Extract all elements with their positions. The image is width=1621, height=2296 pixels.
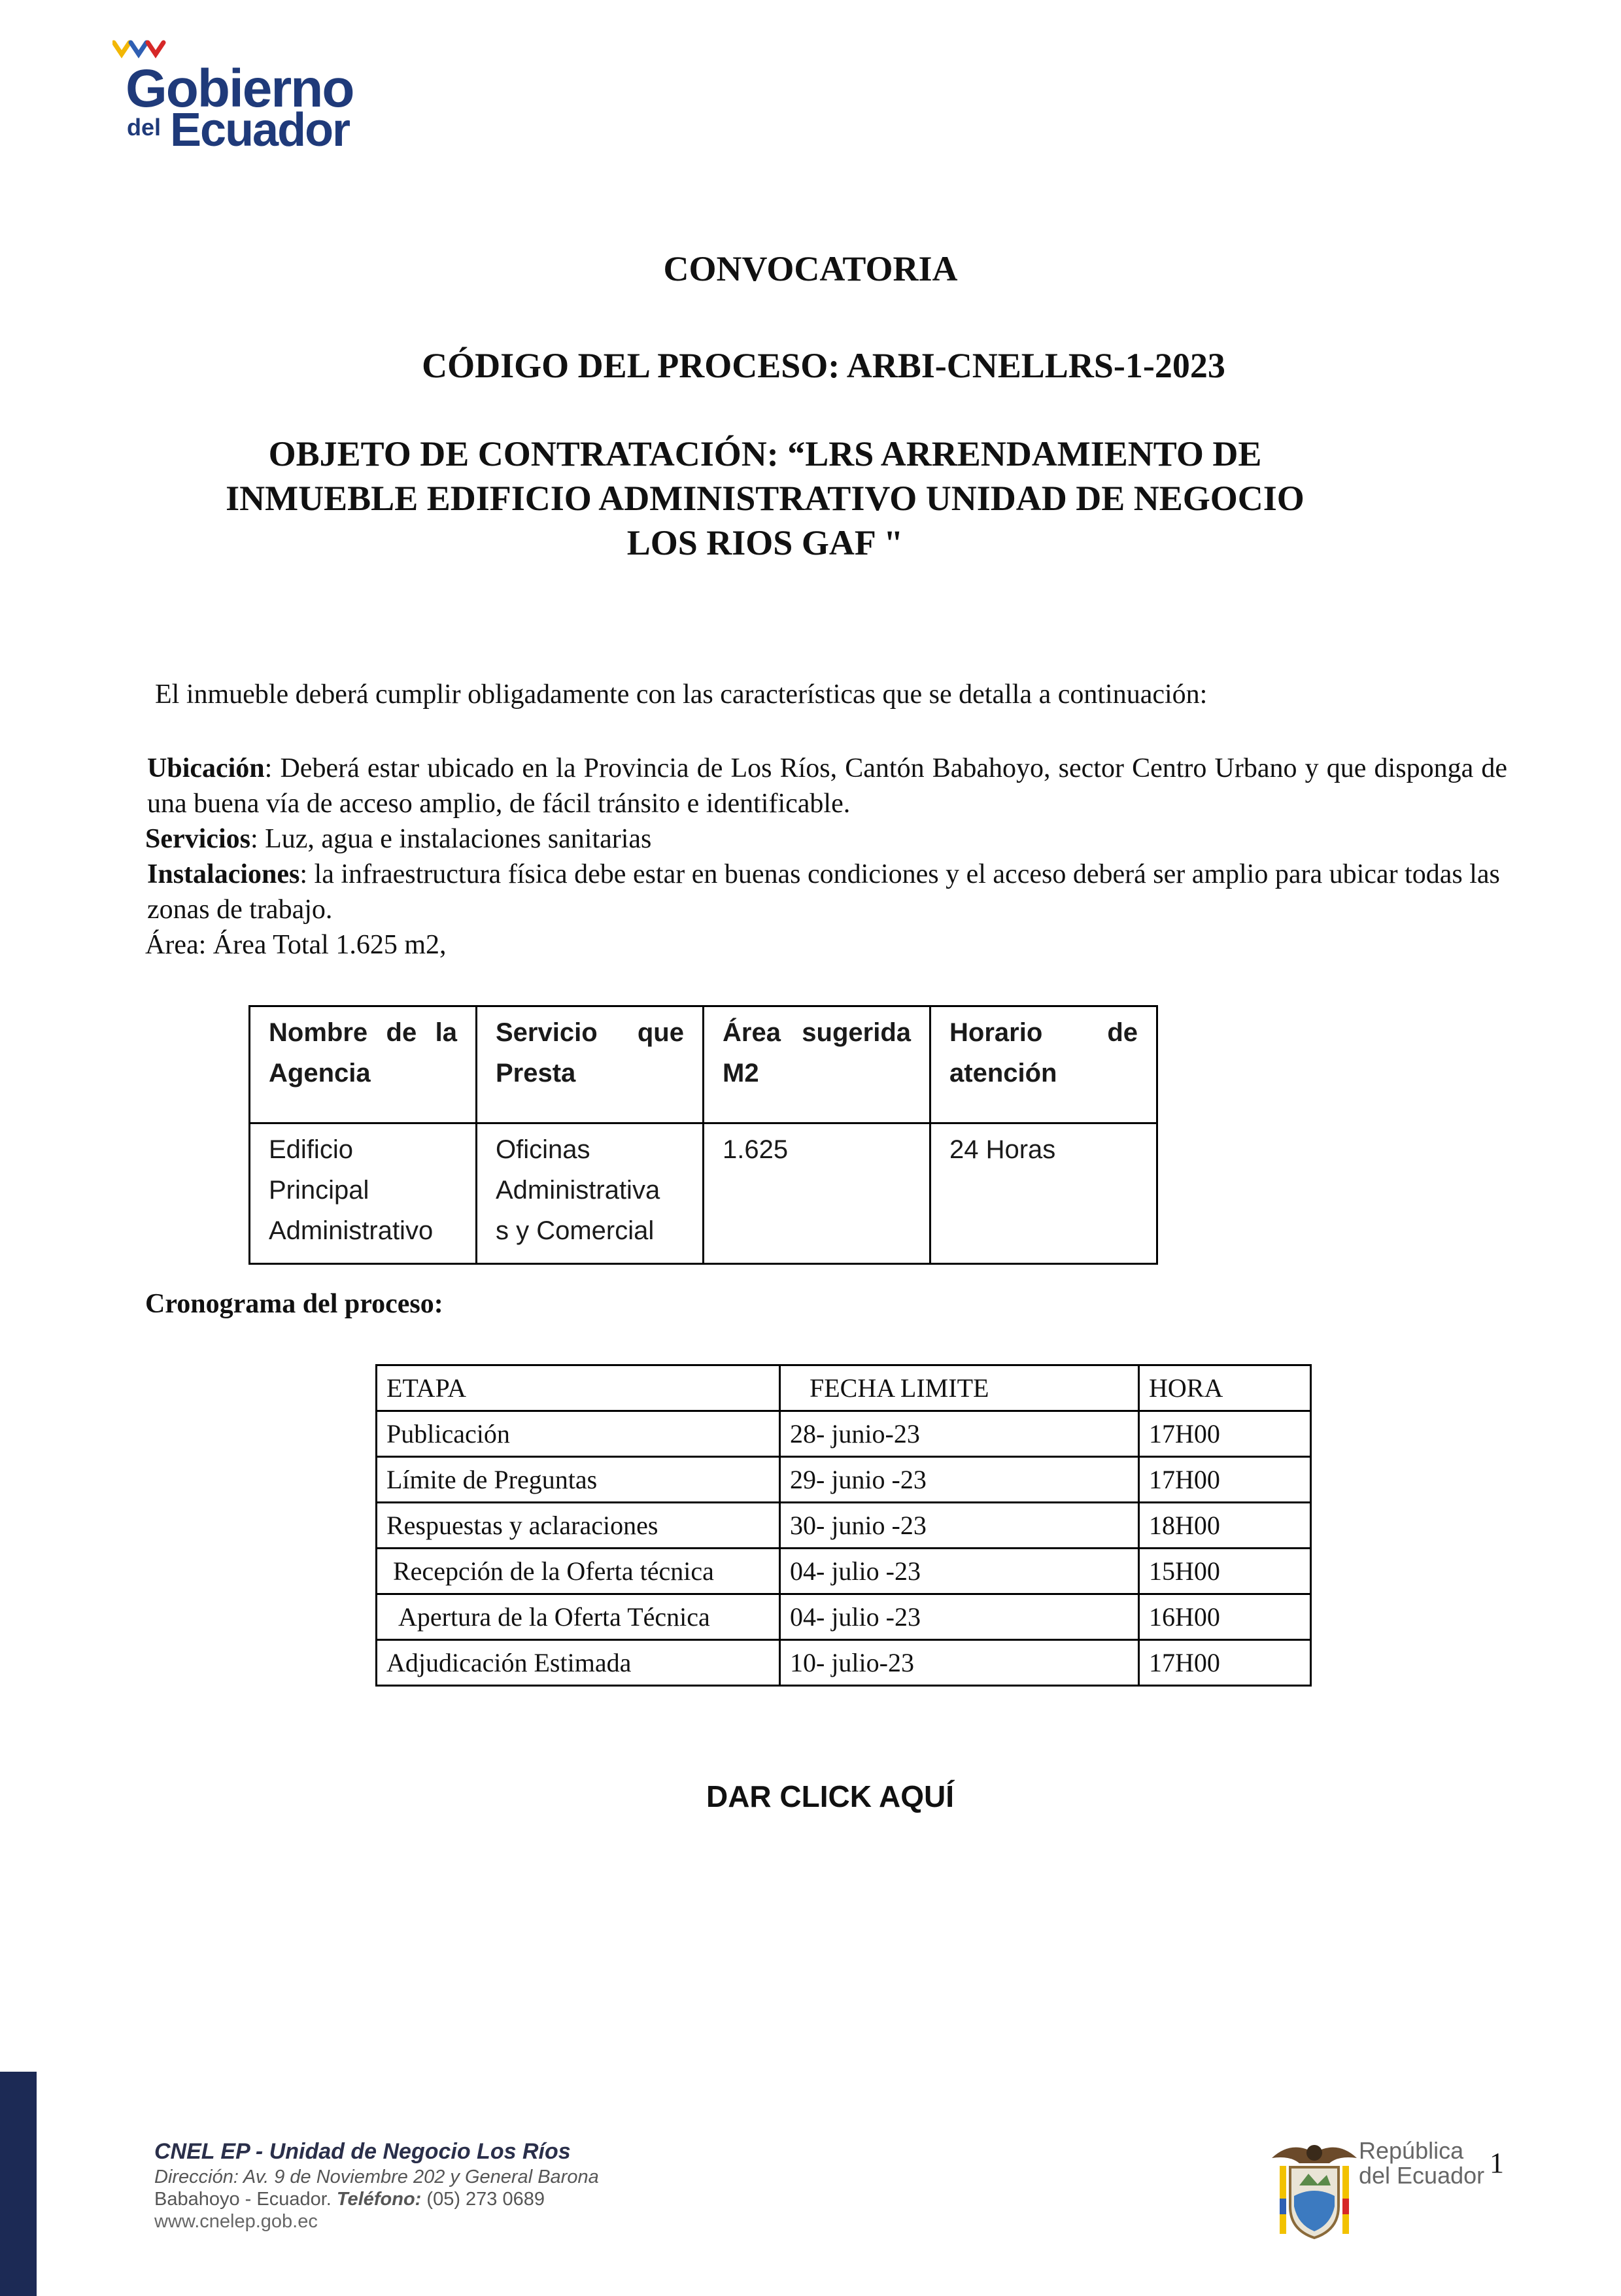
header-word: la bbox=[435, 1018, 457, 1047]
footer-city: Babahoyo - Ecuador. bbox=[154, 2189, 332, 2210]
table-header-row bbox=[250, 1006, 1157, 1123]
contract-object bbox=[144, 432, 1386, 565]
fecha-cell: 29- junio -23 bbox=[780, 1457, 1139, 1503]
footer-side-bar bbox=[0, 2072, 37, 2296]
fecha-cell: 30- junio -23 bbox=[780, 1503, 1139, 1549]
footer-phone-label: Teléfono: bbox=[336, 2189, 422, 2210]
footer-web[interactable]: www.cnelep.gob.ec bbox=[154, 2211, 318, 2232]
cell-line: 1.625 bbox=[723, 1135, 789, 1164]
header-word: M2 bbox=[723, 1059, 759, 1088]
table-row bbox=[377, 1457, 1311, 1503]
table-header-cell bbox=[930, 1006, 1157, 1123]
table-row bbox=[377, 1549, 1311, 1594]
hora-cell: 15H00 bbox=[1139, 1549, 1311, 1594]
header-word: Horario bbox=[949, 1018, 1043, 1047]
table-cell bbox=[250, 1123, 477, 1264]
cell-line: Edificio bbox=[269, 1135, 353, 1164]
document-title: CONVOCATORIA bbox=[663, 249, 958, 288]
etapa-cell: Apertura de la Oferta Técnica bbox=[377, 1594, 780, 1640]
republica-label bbox=[1359, 2138, 1484, 2188]
intro-paragraph: El inmueble deberá cumplir obligadamente con las características que se detalla a continuación: bbox=[155, 679, 1208, 710]
table-header-cell bbox=[704, 1006, 930, 1123]
contract-object-line: OBJETO DE CONTRATACIÓN: “LRS ARRENDAMIENTO DE bbox=[268, 434, 1262, 473]
hora-cell: 17H00 bbox=[1139, 1411, 1311, 1457]
logo-word-gobierno: Gobierno bbox=[126, 59, 354, 118]
cell-line: Oficinas bbox=[496, 1135, 590, 1164]
hora-cell: 17H00 bbox=[1139, 1640, 1311, 1686]
header-word: atención bbox=[949, 1059, 1057, 1088]
ubicacion-paragraph bbox=[147, 751, 1507, 821]
contract-object-line: LOS RIOS GAF " bbox=[626, 523, 904, 562]
page-number: 1 bbox=[1490, 2147, 1504, 2179]
coat-of-arms-icon bbox=[1265, 2133, 1363, 2244]
instalaciones-text: : la infraestructura física debe estar en buenas condiciones y el acceso deberá ser amplio para ubicar todas las zonas de trabajo. bbox=[147, 859, 1500, 925]
table-header-cell bbox=[250, 1006, 477, 1123]
cell-line: Administrativa bbox=[496, 1176, 660, 1205]
etapa-cell: Límite de Preguntas bbox=[377, 1457, 780, 1503]
contract-object-line: INMUEBLE EDIFICIO ADMINISTRATIVO UNIDAD DE NEGOCIO bbox=[226, 479, 1305, 518]
table-cell bbox=[930, 1123, 1157, 1264]
ubicacion-text: : Deberá estar ubicado en la Provincia de Los Ríos, Cantón Babahoyo, sector Centro Urbano y que disponga de una buena vía de acceso amplio, de fácil tránsito e identificable. bbox=[147, 753, 1507, 819]
fecha-cell: 04- julio -23 bbox=[780, 1594, 1139, 1640]
table-row bbox=[377, 1640, 1311, 1686]
cell-line: 24 Horas bbox=[949, 1135, 1056, 1164]
process-code: CÓDIGO DEL PROCESO: ARBI-CNELLRS-1-2023 bbox=[422, 346, 1225, 385]
hora-cell: 17H00 bbox=[1139, 1457, 1311, 1503]
footer-phone: (05) 273 0689 bbox=[426, 2189, 545, 2210]
fecha-cell: 28- junio-23 bbox=[780, 1411, 1139, 1457]
table-header-cell bbox=[477, 1006, 704, 1123]
instalaciones-label: Instalaciones bbox=[147, 859, 300, 889]
header-word: Servicio bbox=[496, 1018, 598, 1047]
footer-org: CNEL EP - Unidad de Negocio Los Ríos bbox=[154, 2139, 571, 2164]
hora-cell: 18H00 bbox=[1139, 1503, 1311, 1549]
fecha-cell: 04- julio -23 bbox=[780, 1549, 1139, 1594]
republica-line: del Ecuador bbox=[1359, 2162, 1485, 2189]
header-word: sugerida bbox=[802, 1018, 911, 1047]
footer-address: Dirección: Av. 9 de Noviembre 202 y General Barona bbox=[154, 2167, 599, 2187]
schedule-title: Cronograma del proceso: bbox=[145, 1289, 443, 1319]
cell-line: Principal bbox=[269, 1176, 369, 1205]
table-cell bbox=[477, 1123, 704, 1264]
header-hora: HORA bbox=[1139, 1365, 1311, 1411]
etapa-cell: Recepción de la Oferta técnica bbox=[377, 1549, 780, 1594]
etapa-cell: Adjudicación Estimada bbox=[377, 1640, 780, 1686]
header-word: Presta bbox=[496, 1059, 576, 1088]
servicios-paragraph bbox=[145, 821, 651, 857]
hora-cell: 16H00 bbox=[1139, 1594, 1311, 1640]
footer-city-phone bbox=[154, 2188, 599, 2210]
table-row bbox=[377, 1503, 1311, 1549]
header-word: Área bbox=[723, 1018, 781, 1047]
gobierno-logo bbox=[111, 36, 373, 160]
logo-word-del: del bbox=[127, 114, 162, 141]
header-word: de bbox=[1107, 1018, 1138, 1047]
ubicacion-label: Ubicación bbox=[147, 753, 265, 783]
table-header-row bbox=[377, 1365, 1311, 1411]
schedule-table bbox=[375, 1364, 1312, 1687]
agency-table bbox=[248, 1005, 1158, 1265]
servicios-label: Servicios bbox=[145, 824, 250, 854]
table-row bbox=[377, 1594, 1311, 1640]
click-here-link[interactable]: DAR CLICK AQUÍ bbox=[706, 1779, 955, 1813]
etapa-cell: Respuestas y aclaraciones bbox=[377, 1503, 780, 1549]
header-word: Agencia bbox=[269, 1059, 371, 1088]
header-word: de bbox=[386, 1018, 417, 1047]
fecha-cell: 10- julio-23 bbox=[780, 1640, 1139, 1686]
footer-contact bbox=[154, 2137, 599, 2233]
table-cell bbox=[704, 1123, 930, 1264]
header-word: Nombre bbox=[269, 1018, 368, 1047]
header-word: que bbox=[637, 1018, 684, 1047]
header-etapa: ETAPA bbox=[377, 1365, 780, 1411]
etapa-cell: Publicación bbox=[377, 1411, 780, 1457]
table-row bbox=[377, 1411, 1311, 1457]
cell-line: s y Comercial bbox=[496, 1216, 655, 1245]
area-paragraph: Área: Área Total 1.625 m2, bbox=[145, 930, 447, 960]
instalaciones-paragraph bbox=[147, 857, 1507, 927]
logo-word-ecuador: Ecuador bbox=[170, 104, 350, 156]
table-row bbox=[250, 1123, 1157, 1264]
republica-line: República bbox=[1359, 2137, 1464, 2164]
cell-line: Administrativo bbox=[269, 1216, 434, 1245]
servicios-text: : Luz, agua e instalaciones sanitarias bbox=[250, 824, 652, 854]
header-fecha: FECHA LIMITE bbox=[780, 1365, 1139, 1411]
